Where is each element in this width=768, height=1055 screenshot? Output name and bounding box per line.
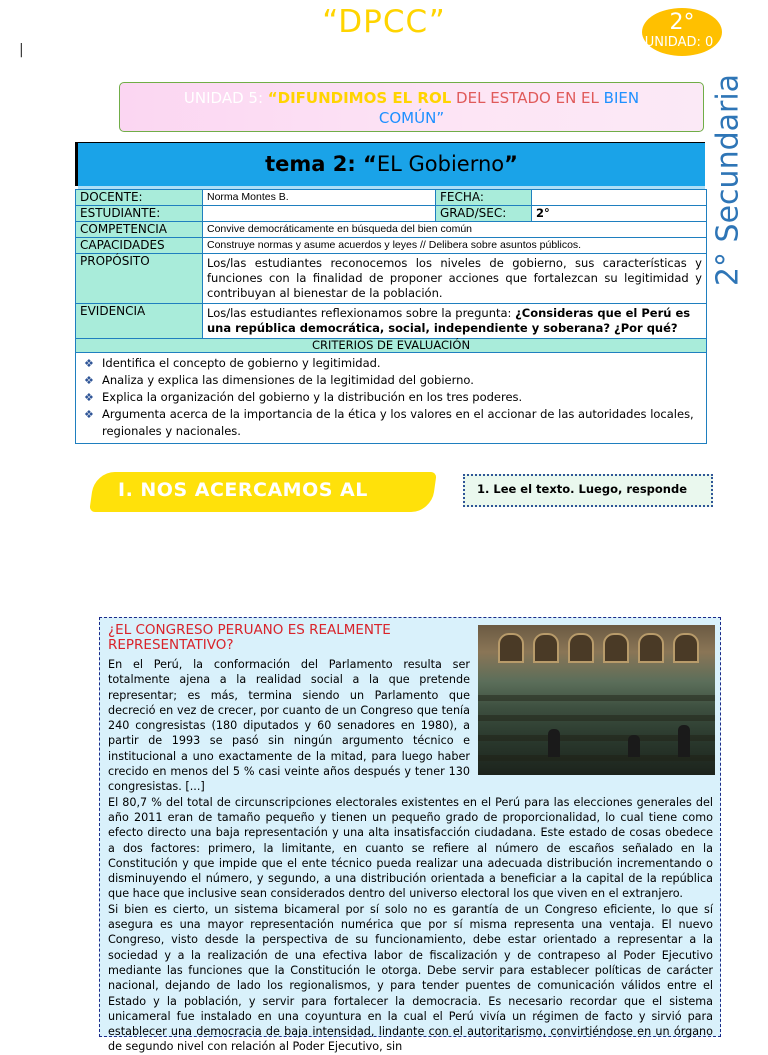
table-row bbox=[76, 190, 707, 206]
session-info-table bbox=[75, 189, 707, 444]
photo-seat-row bbox=[478, 695, 715, 701]
reading-box bbox=[99, 617, 721, 1054]
photo-figure bbox=[678, 725, 690, 757]
diamond-bullet-icon: ❖ bbox=[84, 374, 94, 387]
reading-paragraph: Si bien es cierto, un sistema bicameral por sí solo no es garantía de un Congreso eficiente, lo que sí asegura es una mayor representación numérica que por sí misma representa una ventaja. El nuevo Congreso, visto desde la perspectiva de su funcionamiento, debe estar orientado a representar a la sociedad y a la realización de una efectiva labor de fiscalización y de contrapeso al Poder Ejecutivo mediante las funciones que la Constitución le otorga. Debe servir para establecer políticas de carácter nacional, dejando de lado los regionalismos, y para tender puentes de comunicación válidos entre el Estado y la población, y servir para fortalecer la democracia. Es necesario recordar que el sistema unicameral fue instalado en una coyuntura en la cual el Perú vivía un régimen de facto y sirvió para establecer una democracia de baja intensidad, lindante con el autoritarismo, convirtiéndose en un órgano de segundo nivel con relación al Poder Ejecutivo, sin bbox=[108, 902, 713, 1054]
gradsec-label: GRAD/SEC: bbox=[436, 206, 532, 222]
photo-arch bbox=[673, 633, 699, 663]
unit-title-part2: DEL ESTADO EN EL bbox=[451, 89, 604, 107]
vertical-grade-text: 2° Secundaria bbox=[710, 73, 746, 287]
instruction-box: 1. Lee el texto. Luego, responde bbox=[463, 474, 713, 507]
unit-title-part4: COMÚN” bbox=[378, 109, 445, 127]
criterios-header: CRITERIOS DE EVALUACIÓN bbox=[76, 339, 707, 353]
table-row bbox=[76, 238, 707, 254]
docente-value[interactable]: Norma Montes B. bbox=[203, 190, 436, 206]
proposito-label: PROPÓSITO bbox=[76, 254, 203, 304]
fecha-value[interactable] bbox=[532, 190, 707, 206]
photo-figure bbox=[548, 729, 560, 757]
reading-paragraph: En el Perú, la conformación del Parlamento resulta ser totalmente ajena a la realidad social a la que pretende representar; es más, termina siendo un Parlamento que decreció en vez de crecer, por cuanto de un Congreso que tenía 240 congresistas (180 diputados y 60 senadores en 1980), a partir de 1993 se pasó sin ningún argumento técnico e institucional a uno exactamente de la mitad, para luego haber crecido en menos del 5 % casi veinte años después y tener 130 congresistas. [...] bbox=[108, 658, 470, 794]
topic-bar bbox=[75, 142, 705, 186]
document-title: “DPCC” bbox=[322, 4, 446, 40]
unit-title-box bbox=[119, 82, 704, 132]
photo-arch bbox=[533, 633, 559, 663]
competencia-label: COMPETENCIA bbox=[76, 222, 203, 238]
capacidades-value: Construye normas y asume acuerdos y leyes // Delibera sobre asuntos públicos. bbox=[203, 238, 707, 254]
table-row bbox=[76, 339, 707, 353]
photo-arch bbox=[568, 633, 594, 663]
grade-badge bbox=[642, 8, 722, 56]
photo-arch bbox=[498, 633, 524, 663]
unit-prefix: UNIDAD 5: bbox=[183, 89, 268, 107]
criteria-list bbox=[80, 355, 702, 440]
criterios-cell bbox=[76, 353, 707, 444]
topic-label: tema 2: “ bbox=[265, 152, 377, 176]
table-row bbox=[76, 254, 707, 304]
list-item: ❖ Identifica el concepto de gobierno y legitimidad. bbox=[84, 356, 381, 370]
evidencia-text: Los/las estudiantes reflexionamos sobre la pregunta: bbox=[207, 306, 516, 320]
gradsec-value[interactable]: 2° bbox=[532, 206, 707, 222]
photo-arch bbox=[638, 633, 664, 663]
estudiante-label: ESTUDIANTE: bbox=[76, 206, 203, 222]
competencia-value: Convive democráticamente en búsqueda del bien común bbox=[203, 222, 707, 238]
list-item: ❖ Analiza y explica las dimensiones de la legitimidad del gobierno. bbox=[84, 373, 474, 387]
table-row bbox=[76, 304, 707, 339]
table-row bbox=[76, 206, 707, 222]
reading-paragraph: El 80,7 % del total de circunscripciones electorales existentes en el Perú para las elecciones generales del año 2011 eran de tamaño pequeño y tienen un pequeño grado de proporcionalidad, lo cual tiene como efecto directo una baja representación y una alta insatisfacción ciudadana. Este estado de cosas obedece a dos factores: primero, la limitante, en cuanto se refiere al número de escaños señalado en la Constitución y que impide que el ente técnico pueda realizar una adecuada distribución incrementando o disminuyendo el número, y segundo, a una distribución orientada a beneficiar a la capital de la república que hace que inclusive sean considerados dentro del universo electoral los que viven en el extranjero. bbox=[108, 795, 713, 901]
evidencia-question: ¿Consideras que el Perú es una república democrática, social, independiente y soberana? ¿Por qué? bbox=[207, 306, 691, 335]
evidencia-label: EVIDENCIA bbox=[76, 304, 203, 339]
capacidades-label: CAPACIDADES bbox=[76, 238, 203, 254]
fecha-label: FECHA: bbox=[436, 190, 532, 206]
estudiante-value[interactable] bbox=[203, 206, 436, 222]
topic-name: EL Gobierno bbox=[376, 152, 505, 176]
table-row bbox=[76, 222, 707, 238]
unit-title-part1: “DIFUNDIMOS EL ROL bbox=[267, 89, 452, 107]
section-title: I. NOS ACERCAMOS AL bbox=[118, 479, 368, 501]
evidencia-value bbox=[203, 304, 707, 339]
photo-seat-row bbox=[478, 715, 715, 721]
unit-title-part3: BIEN bbox=[603, 89, 640, 107]
text-cursor: | bbox=[19, 42, 24, 58]
diamond-bullet-icon: ❖ bbox=[84, 408, 94, 421]
congress-photo bbox=[478, 625, 715, 775]
topic-close-quote: ” bbox=[504, 152, 518, 176]
photo-figure bbox=[628, 735, 640, 757]
docente-label: DOCENTE: bbox=[76, 190, 203, 206]
table-row bbox=[76, 353, 707, 444]
list-item: ❖ Argumenta acerca de la importancia de la ética y los valores en el accionar de las autoridades locales, regionales y nacionales. bbox=[84, 407, 694, 438]
proposito-value: Los/las estudiantes reconocemos los niveles de gobierno, sus características y funciones con la finalidad de proponer acciones que fortalezcan su legitimidad y contribuyan al bienestar de la población. bbox=[203, 254, 707, 304]
grade-badge-unit: UNIDAD: 0 bbox=[644, 35, 714, 50]
list-item: ❖ Explica la organización del gobierno y la distribución en los tres poderes. bbox=[84, 390, 523, 404]
photo-arch bbox=[603, 633, 629, 663]
diamond-bullet-icon: ❖ bbox=[84, 391, 94, 404]
diamond-bullet-icon: ❖ bbox=[84, 357, 94, 370]
grade-badge-number: 2° bbox=[669, 10, 695, 35]
reading-title: ¿EL CONGRESO PERUANO ES REALMENTE REPRESENTATIVO? bbox=[108, 622, 391, 653]
